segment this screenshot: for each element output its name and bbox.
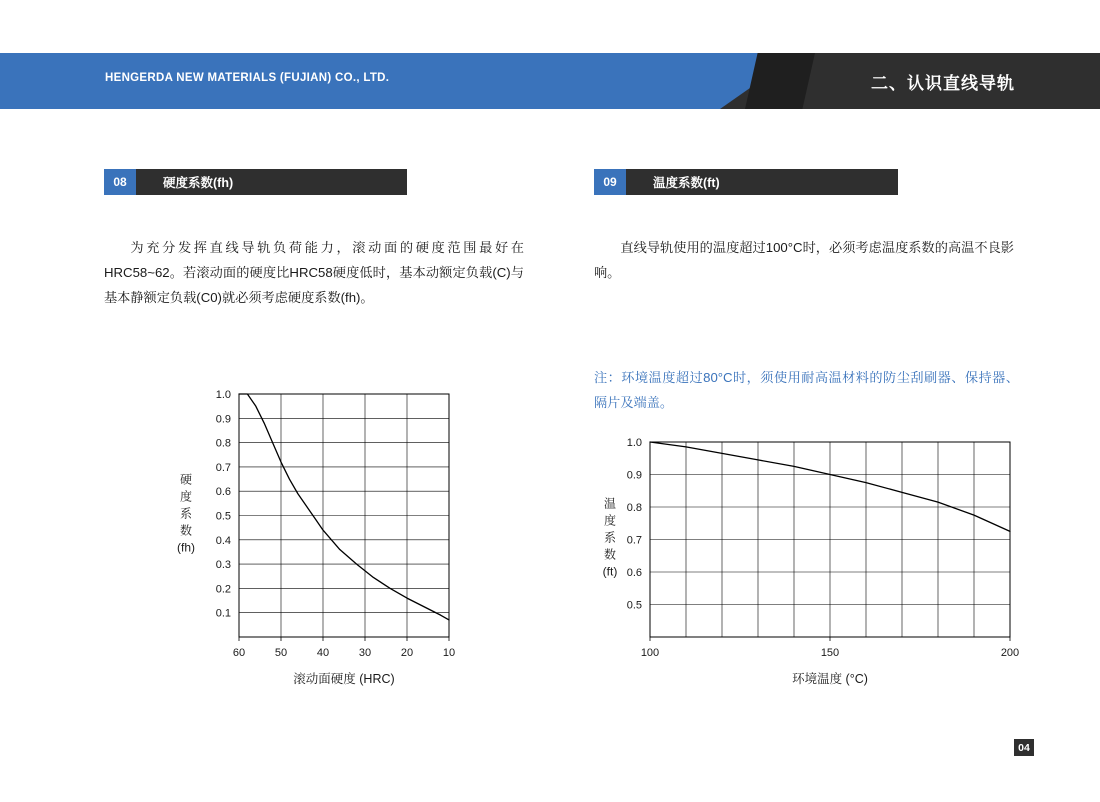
svg-text:(fh): (fh) — [177, 540, 195, 555]
paragraph-hardness-factor: 为充分发挥直线导轨负荷能力，滚动面的硬度范围最好在HRC58~62。若滚动面的硬度比HRC58硬度低时，基本动额定负载(C)与基本静额定负载(C0)就必须考虑硬度系数(fh)。 — [104, 240, 524, 305]
svg-text:滚动面硬度 (HRC): 滚动面硬度 (HRC) — [293, 672, 395, 686]
svg-text:40: 40 — [316, 647, 330, 659]
svg-text:0.6: 0.6 — [626, 567, 642, 579]
company-name: HENGERDA NEW MATERIALS (FUJIAN) CO., LTD. — [105, 72, 390, 84]
note-temperature: 注：环境温度超过80°C时，须使用耐高温材料的防尘刮刷器、保持器、隔片及端盖。 — [594, 370, 1019, 410]
svg-text:数: 数 — [179, 523, 193, 538]
section-label-08: 硬度系数(fh) — [136, 169, 407, 195]
svg-text:0.3: 0.3 — [215, 559, 231, 572]
svg-text:0.4: 0.4 — [215, 534, 231, 547]
svg-text:环境温度 (°C): 环境温度 (°C) — [792, 672, 868, 686]
svg-text:0.9: 0.9 — [626, 469, 642, 482]
svg-text:0.8: 0.8 — [215, 437, 231, 450]
svg-text:20: 20 — [400, 647, 414, 659]
svg-text:0.7: 0.7 — [626, 534, 642, 547]
svg-text:100: 100 — [640, 647, 660, 659]
svg-text:系: 系 — [603, 530, 617, 545]
page-number: 04 — [1014, 739, 1034, 756]
svg-text:10: 10 — [442, 647, 456, 659]
svg-text:0.5: 0.5 — [215, 510, 231, 523]
svg-text:(ft): (ft) — [602, 564, 618, 579]
section-number-08: 08 — [104, 169, 136, 195]
svg-text:0.7: 0.7 — [215, 461, 231, 474]
svg-text:50: 50 — [274, 647, 288, 659]
section-label-09: 温度系数(ft) — [626, 169, 898, 195]
svg-text:30: 30 — [358, 647, 372, 659]
chart-temperature-factor — [594, 420, 1034, 700]
chart-hardness-svg — [104, 380, 534, 700]
section-number-09: 09 — [594, 169, 626, 195]
chapter-title: 二、认识直线导轨 — [871, 74, 1015, 93]
svg-text:0.2: 0.2 — [215, 583, 231, 596]
page-header — [0, 53, 1100, 109]
section-bar-09 — [594, 169, 898, 195]
svg-text:度: 度 — [603, 513, 617, 528]
svg-text:度: 度 — [179, 489, 193, 504]
svg-text:150: 150 — [820, 647, 840, 659]
svg-text:0.1: 0.1 — [215, 607, 231, 620]
svg-text:0.6: 0.6 — [215, 486, 231, 499]
svg-text:200: 200 — [1000, 647, 1020, 659]
chart-hardness-factor — [104, 380, 534, 700]
section-bar-08 — [104, 169, 407, 195]
svg-text:0.5: 0.5 — [626, 599, 642, 612]
svg-text:1.0: 1.0 — [215, 389, 231, 401]
svg-text:1.0: 1.0 — [626, 437, 642, 449]
svg-text:温: 温 — [603, 496, 617, 511]
svg-text:硬: 硬 — [179, 472, 193, 487]
paragraph-temperature-factor: 直线导轨使用的温度超过100°C时，必须考虑温度系数的高温不良影响。 — [594, 240, 1014, 280]
svg-text:系: 系 — [179, 506, 193, 521]
chart-temperature-svg — [594, 420, 1034, 700]
svg-text:0.9: 0.9 — [215, 413, 231, 426]
svg-text:0.8: 0.8 — [626, 502, 642, 514]
svg-text:60: 60 — [232, 647, 246, 659]
svg-text:数: 数 — [603, 547, 617, 562]
